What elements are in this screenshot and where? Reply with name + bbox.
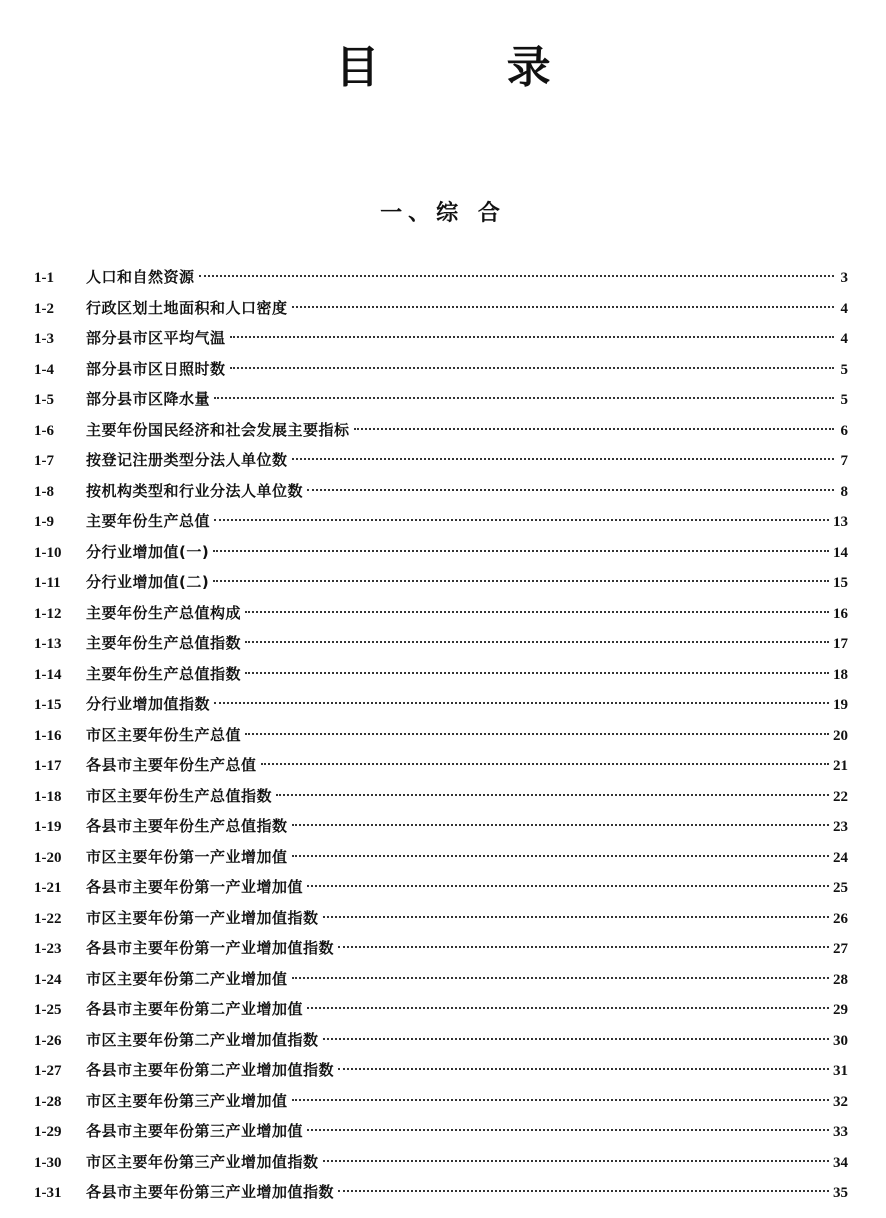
toc-entry-page-number: 23 — [833, 819, 848, 835]
toc-entry[interactable] — [34, 933, 848, 964]
toc-entry[interactable] — [34, 781, 848, 812]
toc-entry[interactable] — [34, 506, 848, 537]
toc-entry-label: 各县市主要年份第二产业增加值 — [86, 1000, 304, 1018]
toc-entry-page-number: 3 — [840, 270, 848, 286]
toc-entry-label: 各县市主要年份第一产业增加值 — [86, 878, 304, 896]
toc-entry-label: 市区主要年份第三产业增加值 — [86, 1091, 288, 1110]
toc-entry-label: 主要年份生产总值 — [86, 512, 211, 530]
toc-entry[interactable] — [34, 1025, 848, 1056]
toc-entry-page-number: 34 — [833, 1154, 848, 1171]
toc-entry-page-number: 16 — [833, 605, 848, 622]
toc-entry-label: 按登记注册类型分法人单位数 — [86, 451, 288, 469]
toc-entry[interactable] — [34, 323, 848, 354]
toc-entry-page-number: 31 — [833, 1063, 848, 1079]
toc-dot-leader — [245, 672, 829, 674]
toc-entry-page-number: 22 — [833, 788, 848, 805]
toc-entry[interactable] — [34, 1177, 848, 1208]
toc-entry-label: 分行业增加值(二) — [86, 573, 210, 591]
toc-entry-page-number: 4 — [840, 331, 848, 347]
toc-entry-number: 1-28 — [34, 1093, 62, 1110]
toc-dot-leader — [214, 519, 829, 521]
toc-entry-number: 1-10 — [34, 544, 62, 561]
toc-entry-label: 各县市主要年份第二产业增加值指数 — [86, 1061, 335, 1079]
toc-dot-leader — [292, 977, 829, 979]
toc-entry[interactable] — [34, 750, 848, 781]
toc-entry[interactable] — [34, 720, 848, 751]
toc-dot-leader — [338, 946, 829, 948]
toc-entry-number: 1-14 — [34, 666, 62, 683]
toc-entry[interactable] — [34, 628, 848, 659]
toc-entry-page-number: 20 — [833, 727, 848, 744]
toc-entry-label: 主要年份生产总值指数 — [86, 664, 242, 683]
toc-entry-label: 市区主要年份第三产业增加值指数 — [86, 1152, 319, 1171]
toc-entry-number: 1-11 — [34, 575, 61, 591]
toc-entry-number: 1-22 — [34, 910, 62, 927]
toc-entry[interactable] — [34, 537, 848, 568]
toc-dot-leader — [245, 641, 829, 643]
toc-entry-page-number: 32 — [833, 1093, 848, 1110]
toc-dot-leader — [292, 824, 829, 826]
toc-entry[interactable] — [34, 1116, 848, 1147]
toc-entry-number: 1-7 — [34, 453, 54, 469]
toc-entry-number: 1-17 — [34, 758, 62, 774]
toc-dot-leader — [276, 794, 829, 796]
toc-entry-label: 市区主要年份第二产业增加值 — [86, 969, 288, 988]
toc-entry[interactable] — [34, 598, 848, 629]
toc-entry-label: 各县市主要年份第一产业增加值指数 — [86, 939, 335, 957]
toc-entry-page-number: 15 — [833, 575, 848, 591]
toc-entry[interactable] — [34, 811, 848, 842]
toc-entry-label: 主要年份生产总值指数 — [86, 634, 242, 652]
toc-dot-leader — [292, 1099, 829, 1101]
toc-entry-label: 各县市主要年份第三产业增加值 — [86, 1122, 304, 1140]
toc-dot-leader — [230, 336, 834, 338]
toc-entry-label: 分行业增加值(一) — [86, 542, 210, 561]
toc-entry-page-number: 13 — [833, 514, 848, 530]
toc-entry[interactable] — [34, 659, 848, 690]
toc-entry-label: 部分县市区平均气温 — [86, 329, 226, 347]
toc-entry[interactable] — [34, 964, 848, 995]
toc-entry[interactable] — [34, 293, 848, 324]
toc-entry-number: 1-6 — [34, 422, 54, 439]
toc-entry[interactable] — [34, 1147, 848, 1178]
toc-entry-number: 1-16 — [34, 727, 62, 744]
toc-entry-label: 分行业增加值指数 — [86, 695, 211, 713]
toc-entry-page-number: 27 — [833, 941, 848, 957]
toc-entry-number: 1-15 — [34, 697, 62, 713]
toc-entry-number: 1-27 — [34, 1063, 62, 1079]
toc-entry-number: 1-24 — [34, 971, 62, 988]
toc-entry-page-number: 19 — [833, 697, 848, 713]
toc-entry-page-number: 5 — [840, 361, 848, 378]
toc-entry-label: 各县市主要年份生产总值指数 — [86, 817, 288, 835]
toc-entry-number: 1-12 — [34, 605, 62, 622]
toc-entry-page-number: 8 — [840, 483, 848, 500]
toc-entry-number: 1-2 — [34, 300, 54, 317]
toc-entry-label: 主要年份生产总值构成 — [86, 603, 242, 622]
toc-entry-label: 市区主要年份生产总值 — [86, 725, 242, 744]
toc-dot-leader — [307, 489, 834, 491]
toc-dot-leader — [292, 458, 834, 460]
toc-entry-label: 各县市主要年份第三产业增加值指数 — [86, 1183, 335, 1201]
toc-entry-page-number: 4 — [840, 300, 848, 317]
toc-dot-leader — [323, 1038, 829, 1040]
toc-dot-leader — [261, 763, 829, 765]
toc-entry[interactable] — [34, 689, 848, 720]
toc-entry-page-number: 17 — [833, 636, 848, 652]
toc-entry-number: 1-8 — [34, 483, 54, 500]
toc-entry[interactable] — [34, 842, 848, 873]
toc-dot-leader — [213, 580, 829, 582]
toc-dot-leader — [245, 611, 829, 613]
toc-entry-number: 1-21 — [34, 880, 62, 896]
toc-entry-page-number: 35 — [833, 1185, 848, 1201]
toc-dot-leader — [292, 855, 829, 857]
toc-entry[interactable] — [34, 262, 848, 293]
toc-entry-label: 市区主要年份第一产业增加值指数 — [86, 908, 319, 927]
toc-entry-page-number: 7 — [840, 453, 848, 469]
toc-entry-number: 1-31 — [34, 1185, 62, 1201]
toc-dot-leader — [307, 1129, 829, 1131]
toc-entry-page-number: 21 — [833, 758, 848, 774]
toc-dot-leader — [354, 428, 834, 430]
toc-entry-label: 各县市主要年份生产总值 — [86, 756, 257, 774]
toc-entry-label: 部分县市区降水量 — [86, 390, 211, 408]
toc-dot-leader — [214, 702, 829, 704]
toc-dot-leader — [307, 885, 829, 887]
toc-entry-number: 1-13 — [34, 636, 62, 652]
toc-dot-leader — [199, 275, 834, 277]
toc-entry-label: 市区主要年份第一产业增加值 — [86, 847, 288, 866]
toc-entry-label: 主要年份国民经济和社会发展主要指标 — [86, 420, 350, 439]
toc-dot-leader — [338, 1190, 829, 1192]
table-of-contents — [34, 262, 848, 1208]
toc-entry-number: 1-19 — [34, 819, 62, 835]
page-title: 目 录 — [335, 42, 607, 93]
toc-entry-page-number: 24 — [833, 849, 848, 866]
toc-entry[interactable] — [34, 1086, 848, 1117]
toc-entry[interactable] — [34, 415, 848, 446]
toc-entry[interactable] — [34, 1055, 848, 1086]
toc-entry-label: 市区主要年份第二产业增加值指数 — [86, 1030, 319, 1049]
toc-entry[interactable] — [34, 476, 848, 507]
toc-dot-leader — [245, 733, 829, 735]
toc-entry-number: 1-3 — [34, 331, 54, 347]
toc-entry-number: 1-25 — [34, 1002, 62, 1018]
toc-entry-number: 1-30 — [34, 1154, 62, 1171]
toc-entry-label: 市区主要年份生产总值指数 — [86, 786, 273, 805]
toc-entry-number: 1-5 — [34, 392, 54, 408]
toc-entry-number: 1-20 — [34, 849, 62, 866]
toc-dot-leader — [230, 367, 834, 369]
toc-dot-leader — [323, 1160, 829, 1162]
toc-entry-page-number: 26 — [833, 910, 848, 927]
toc-entry-page-number: 18 — [833, 666, 848, 683]
section-title: 一、综 合 — [380, 201, 506, 226]
toc-dot-leader — [214, 397, 834, 399]
toc-entry-number: 1-23 — [34, 941, 62, 957]
toc-entry-page-number: 30 — [833, 1032, 848, 1049]
toc-entry-page-number: 33 — [833, 1124, 848, 1140]
toc-entry[interactable] — [34, 903, 848, 934]
toc-dot-leader — [338, 1068, 829, 1070]
toc-entry[interactable] — [34, 384, 848, 415]
toc-entry-page-number: 29 — [833, 1002, 848, 1018]
toc-entry-label: 按机构类型和行业分法人单位数 — [86, 481, 304, 500]
toc-entry[interactable] — [34, 445, 848, 476]
toc-entry-page-number: 5 — [840, 392, 848, 408]
toc-entry[interactable] — [34, 354, 848, 385]
toc-entry-number: 1-18 — [34, 788, 62, 805]
toc-entry-label: 行政区划土地面积和人口密度 — [86, 298, 288, 317]
toc-entry-page-number: 25 — [833, 880, 848, 896]
toc-entry-number: 1-26 — [34, 1032, 62, 1049]
toc-entry-label: 人口和自然资源 — [86, 268, 195, 286]
toc-entry[interactable] — [34, 994, 848, 1025]
toc-entry-page-number: 6 — [840, 422, 848, 439]
toc-entry-number: 1-9 — [34, 514, 54, 530]
toc-entry-page-number: 14 — [833, 544, 848, 561]
toc-entry-number: 1-1 — [34, 270, 54, 286]
toc-entry-label: 部分县市区日照时数 — [86, 359, 226, 378]
toc-dot-leader — [323, 916, 829, 918]
toc-dot-leader — [292, 306, 834, 308]
toc-entry-page-number: 28 — [833, 971, 848, 988]
toc-entry[interactable] — [34, 872, 848, 903]
toc-dot-leader — [307, 1007, 829, 1009]
toc-entry-number: 1-4 — [34, 361, 54, 378]
toc-dot-leader — [213, 550, 829, 552]
toc-entry[interactable] — [34, 567, 848, 598]
toc-entry-number: 1-29 — [34, 1124, 62, 1140]
